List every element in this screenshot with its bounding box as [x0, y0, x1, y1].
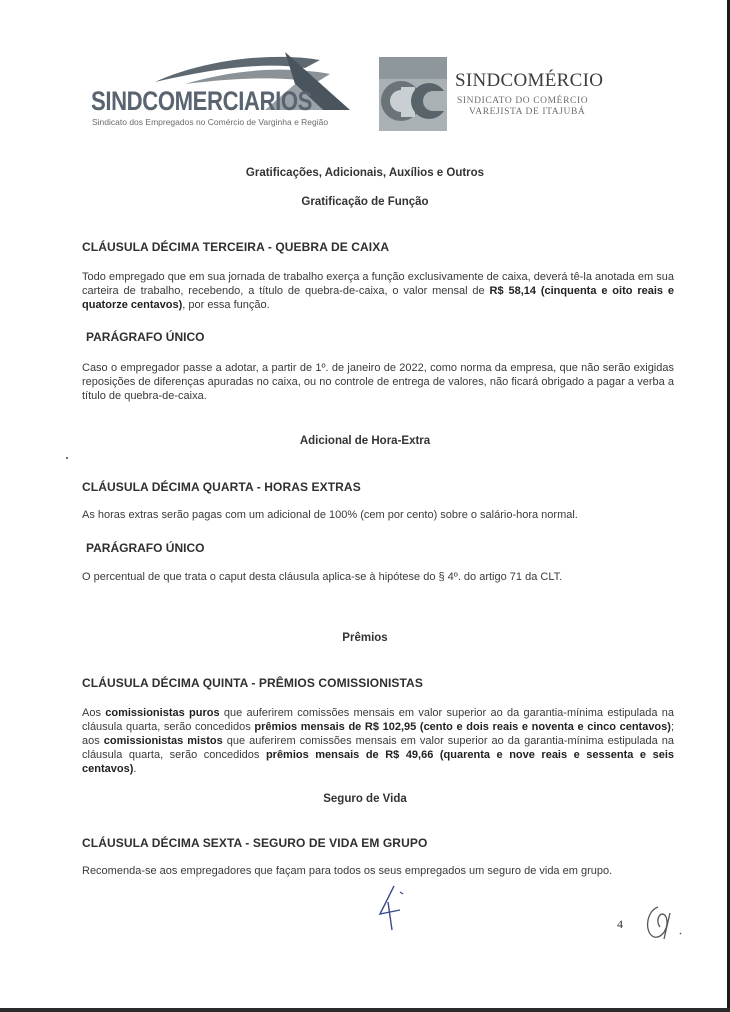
- sindcomercio-subtitle-1: SINDICATO DO COMÉRCIO: [457, 96, 589, 106]
- clause-15-t4: que auferirem comissões mensais em valor superior ao da garantia-mínima estipulada na cláusula quarta, serão concedidos: [82, 735, 674, 761]
- clause-13-paragrafo-title: PARÁGRAFO ÚNICO: [86, 330, 205, 344]
- section-title-gratificacao-funcao: Gratificação de Função: [301, 196, 429, 208]
- clause-14-paragrafo-title: PARÁGRAFO ÚNICO: [86, 541, 205, 555]
- clause-13-text-c: , por essa função.: [182, 299, 270, 311]
- clause-13-title: CLÁUSULA DÉCIMA TERCEIRA - QUEBRA DE CAIXA: [82, 240, 390, 254]
- clause-14-title: CLÁUSULA DÉCIMA QUARTA - HORAS EXTRAS: [82, 480, 361, 494]
- clause-14-text: As horas extras serão pagas com um adicional de 100% (cem por cento) sobre o salário-hora normal.: [82, 509, 578, 521]
- sindcomercio-subtitle-2: VAREJISTA DE ITAJUBÁ: [469, 107, 586, 117]
- signature-mark: [370, 880, 410, 936]
- clause-15-b2: prêmios mensais de R$ 102,95 (cento e dois reais e noventa e cinco centavos): [254, 721, 671, 733]
- clause-15-t1: Aos: [82, 707, 106, 719]
- section-title-premios: Prêmios: [342, 632, 388, 644]
- brand-tagline: Sindicato dos Empregados no Comércio de Varginha e Região: [92, 117, 329, 127]
- clause-13-paragrafo-text: Caso o empregador passe a adotar, a partir de 1º. de janeiro de 2022, como norma da empresa, que não serão exigidas reposições de diferenças apuradas no caixa, ou no controle de entrega de valores, não ficará obrigado a pagar a verba a título de quebra-de-caixa.: [82, 362, 674, 402]
- initials-mark: [640, 903, 690, 943]
- clause-15-b1: comissionistas puros: [105, 707, 220, 719]
- clause-14-paragrafo-text: O percentual de que trata o caput desta cláusula aplica-se à hipótese do § 4º. do artigo 71 da CLT.: [82, 571, 563, 583]
- clause-13-value: R$ 58,14 (cinquenta e oito reais e quatorze centavos): [82, 285, 674, 311]
- section-title-seguro-vida: Seguro de Vida: [323, 793, 407, 805]
- clause-16-text: Recomenda-se aos empregadores que façam para todos os seus empregados um seguro de vida em grupo.: [82, 865, 613, 877]
- brand-name: SINDCOMERCIARIOS: [91, 86, 313, 116]
- clause-15-t3: ; aos: [82, 721, 674, 747]
- scan-speck: [66, 457, 68, 459]
- sindcomercio-logo: [379, 57, 639, 137]
- section-title-adicional-hora-extra: Adicional de Hora-Extra: [299, 435, 431, 447]
- clause-15-text: [82, 706, 674, 776]
- sindcomercio-name: SINDCOMÉRCIO: [455, 70, 604, 91]
- clause-15-title: CLÁUSULA DÉCIMA QUINTA - PRÊMIOS COMISSIONISTAS: [82, 676, 423, 690]
- section-title-gratificacoes: Gratificações, Adicionais, Auxílios e Outros: [245, 167, 485, 179]
- clause-13-text-a: Todo empregado que em sua jornada de trabalho exerça a função exclusivamente de caixa, deverá tê-la anotada em sua carteira de trabalho, recebendo, a título de quebra-de-caixa, o valor mensal de: [82, 271, 674, 297]
- sindcomerciarios-logo: [85, 44, 355, 134]
- clause-16-title: CLÁUSULA DÉCIMA SEXTA - SEGURO DE VIDA EM GRUPO: [82, 836, 428, 850]
- clause-15-t5: .: [133, 763, 137, 775]
- page-number: 4: [617, 917, 623, 931]
- scan-border-bottom: [0, 1008, 730, 1012]
- clause-15-b3: comissionistas mistos: [103, 735, 223, 747]
- sc-emblem: [379, 57, 447, 131]
- clause-13-text: [82, 270, 674, 312]
- clause-15-t2: que auferirem comissões mensais em valor superior ao da garantia-mínima estipulada na cláusula quarta, serão concedidos: [82, 707, 674, 733]
- clause-15-b4: prêmios mensais de R$ 49,66 (quarenta e nove reais e sessenta e seis centavos): [82, 749, 674, 775]
